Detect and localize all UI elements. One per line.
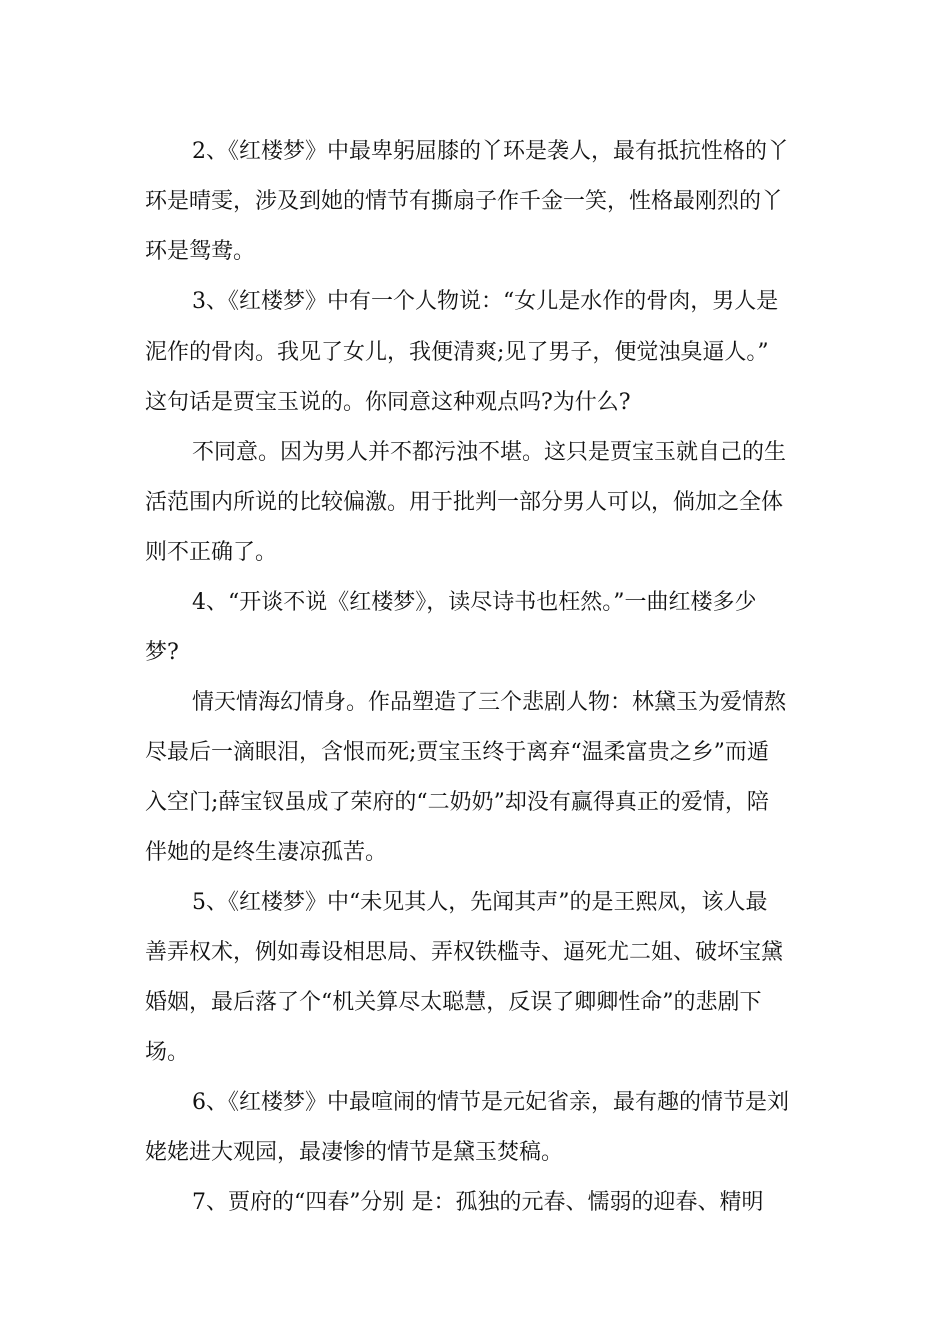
text-line: 环是鸳鸯。 — [145, 239, 256, 264]
text-line: 4、“开谈不说《红楼梦》，读尽诗书也枉然。”一曲红楼多少 — [192, 590, 757, 615]
text-line: 婚姻，最后落了个“机关算尽太聪慧，反误了卿卿性命”的悲剧下 — [145, 990, 762, 1015]
text-line: 则不正确了。 — [145, 540, 278, 565]
text-line: 伴她的是终生凄凉孤苦。 — [145, 840, 388, 865]
text-line: 不同意。因为男人并不都污浊不堪。这只是贾宝玉就自己的生 — [192, 440, 787, 465]
text-line: 这句话是贾宝玉说的。你同意这种观点吗?为什么? — [145, 390, 631, 415]
text-line: 梦? — [145, 640, 179, 665]
text-line: 6、《红楼梦》中最喧闹的情节是元妃省亲，最有趣的情节是刘 — [192, 1090, 789, 1115]
text-line: 入空门;薛宝钗虽成了荣府的“二奶奶”却没有赢得真正的爱情，陪 — [145, 790, 769, 815]
text-line: 善弄权术，例如毒设相思局、弄权铁槛寺、逼死尤二姐、破坏宝黛 — [145, 940, 784, 965]
text-line: 7、贾府的“四春”分别 是：孤独的元春、懦弱的迎春、精明 — [192, 1190, 764, 1215]
text-line: 尽最后一滴眼泪，含恨而死;贾宝玉终于离弃“温柔富贵之乡”而遁 — [145, 740, 769, 765]
text-line: 环是晴雯，涉及到她的情节有撕扇子作千金一笑，性格最刚烈的丫 — [145, 189, 784, 214]
text-line: 活范围内所说的比较偏激。用于批判一部分男人可以，倘加之全体 — [145, 490, 784, 515]
text-line: 姥姥进大观园，最凄惨的情节是黛玉焚稿。 — [145, 1140, 564, 1165]
text-line: 2、《红楼梦》中最卑躬屈膝的丫环是袭人，最有抵抗性格的丫 — [192, 139, 789, 164]
text-line: 场。 — [145, 1040, 190, 1065]
text-line: 泥作的骨肉。我见了女儿，我便清爽;见了男子，便觉浊臭逼人。” — [145, 340, 769, 365]
text-line: 3、《红楼梦》中有一个人物说：“女儿是水作的骨肉，男人是 — [192, 289, 779, 314]
text-line: 5、《红楼梦》中“未见其人，先闻其声”的是王熙凤，该人最 — [192, 890, 768, 915]
text-line: 情天情海幻情身。作品塑造了三个悲剧人物：林黛玉为爱情熬 — [192, 690, 787, 715]
